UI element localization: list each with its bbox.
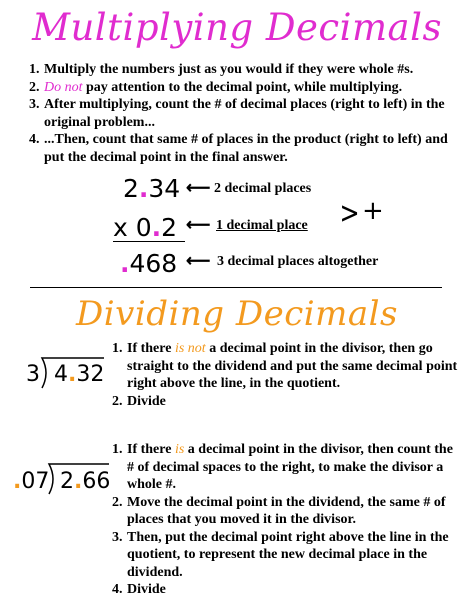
factor-2 (113, 213, 177, 242)
dividend-1 (54, 362, 104, 387)
decimal-dot: . (13, 469, 22, 494)
step-text: Divide (127, 582, 166, 597)
product (120, 249, 177, 278)
step-text: Multiply the numbers just as you would if they were whole #s. (44, 62, 414, 77)
step-text: After multiplying, count the # of decimal places (right to left) in the original problem... (44, 97, 445, 130)
dividend-frac: 66 (82, 469, 111, 494)
multiplying-steps (29, 61, 459, 166)
dividend-2 (60, 469, 110, 494)
step-number: 2. (29, 79, 40, 95)
dividing-steps-with-decimal (112, 441, 462, 599)
note-1-decimal-place: 1 decimal place (216, 218, 308, 233)
step-text: pay attention to the decimal point, while multiplying. (82, 79, 403, 95)
dividend-int: 4 (54, 362, 68, 387)
decimal-dot: . (120, 249, 130, 278)
step-number: 1. (112, 442, 123, 457)
div-step-2 (112, 494, 462, 529)
step-text: a decimal point in the divisor, then go straight to the dividend and put the same decimal point right above the line, in the quotient. (127, 341, 458, 391)
mult-step-1 (29, 61, 459, 79)
step-number: 2. (112, 393, 123, 409)
step-number: 3. (112, 529, 123, 545)
divisor-1: 3 (26, 362, 40, 387)
factor-2-frac: 2 (161, 213, 178, 242)
decimal-dot: . (68, 362, 77, 387)
arrow-icon: ⟵ (186, 215, 211, 234)
is-not-highlight: is not (174, 341, 206, 356)
decimal-dot: . (151, 213, 162, 242)
step-number: 1. (112, 341, 123, 356)
is-highlight: is (174, 442, 185, 457)
div-step-2 (112, 393, 462, 411)
mult-step-4 (29, 131, 459, 166)
brace-icon: > (339, 196, 360, 231)
step-number: 4. (29, 132, 40, 147)
step-text: Then, put the decimal point right above the line in the quotient, to represent the new decimal place in the dividend. (127, 529, 449, 580)
step-number: 4. (112, 582, 123, 597)
decimal-dot: . (138, 174, 149, 203)
div-step-1 (112, 340, 462, 393)
dividing-steps-no-decimal (112, 340, 462, 410)
step-number: 3. (29, 97, 40, 112)
step-number: 1. (29, 62, 40, 77)
note-2-decimal-places: 2 decimal places (214, 181, 312, 196)
dividend-frac: 32 (76, 362, 105, 387)
step-number: 2. (112, 494, 123, 510)
decimal-dot: . (74, 469, 83, 494)
dividing-title: Dividing Decimals (76, 294, 398, 334)
product-line (113, 241, 185, 242)
factor-1-frac: 34 (148, 174, 181, 203)
factor-1 (123, 174, 180, 203)
mult-step-2 (29, 79, 459, 97)
arrow-icon: ⟵ (186, 178, 211, 197)
step-text: a decimal point in the divisor, then count the # of decimal spaces to the right, to make the divisor a whole #. (127, 442, 453, 492)
section-divider (30, 287, 442, 288)
div-step-1 (112, 441, 462, 494)
div-step-3 (112, 529, 462, 582)
mult-step-3 (29, 96, 459, 131)
step-text: Divide (127, 393, 166, 409)
multiplying-title: Multiplying Decimals (32, 6, 442, 49)
factor-1-int: 2 (123, 174, 139, 203)
step-text-pre: If there (127, 442, 175, 457)
div-step-4 (112, 581, 462, 599)
dividend-int: 2 (60, 469, 74, 494)
product-digits: 468 (129, 249, 178, 278)
factor-2-prefix: x 0 (113, 213, 152, 242)
plus-icon: + (362, 196, 384, 226)
arrow-icon: ⟵ (186, 251, 211, 270)
step-text-pre: If there (127, 341, 175, 356)
step-text: ...Then, count that same # of places in the product (right to left) and put the decimal point in the final answer. (44, 132, 448, 165)
divisor-2 (13, 469, 49, 494)
do-not-highlight: Do not (44, 79, 83, 95)
note-3-decimal-places: 3 decimal places altogether (217, 254, 379, 269)
divisor-digits: 07 (21, 469, 50, 494)
step-text: Move the decimal point in the dividend, the same # of places that you moved it in the divisor. (127, 494, 446, 527)
